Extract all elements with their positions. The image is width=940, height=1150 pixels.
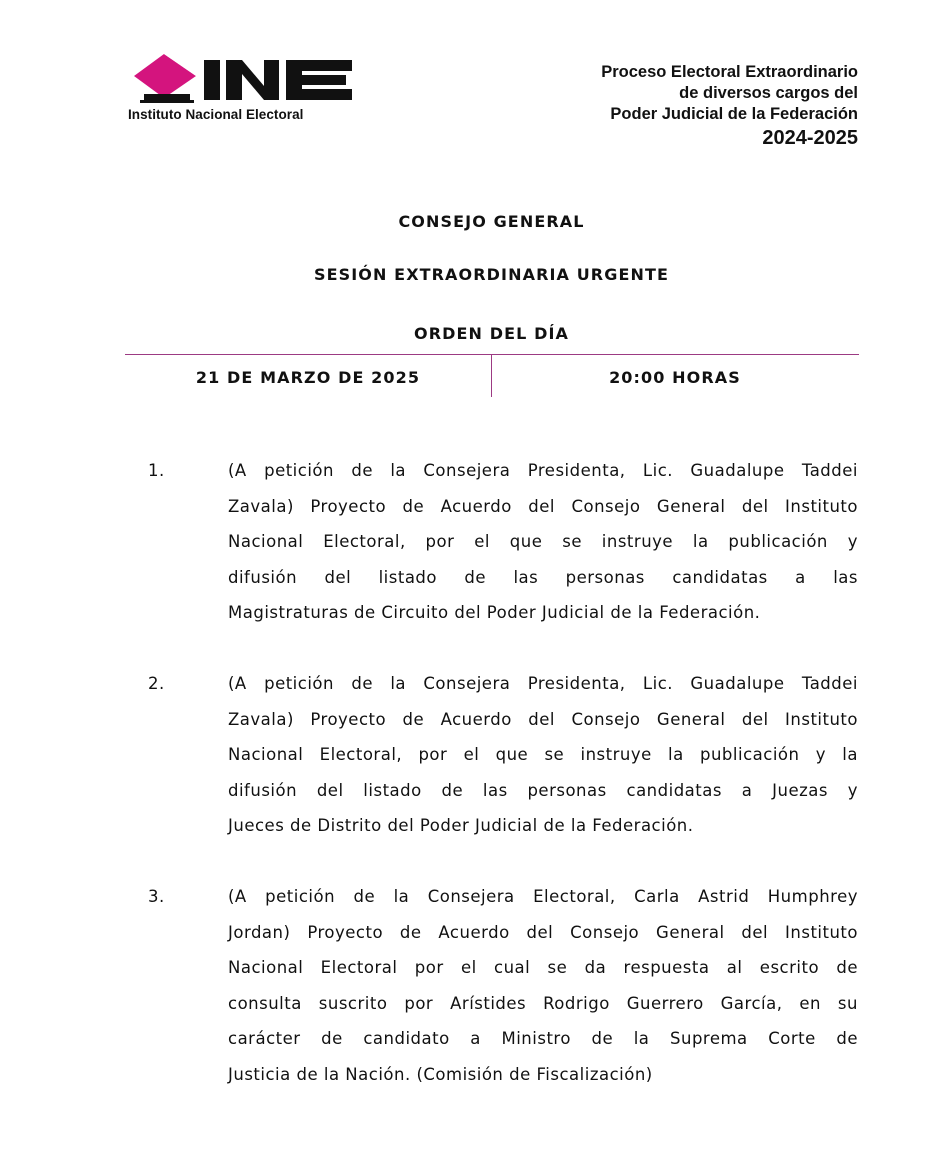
agenda-line: Nacional Electoral por el cual se da respuesta al escrito de bbox=[228, 958, 858, 977]
session-time: 20:00 HORAS bbox=[609, 368, 741, 387]
ine-diamond-icon bbox=[126, 50, 358, 106]
agenda-line: (A petición de la Consejera Presidenta, Lic. Guadalupe Taddei bbox=[228, 461, 858, 480]
agenda-item-text bbox=[228, 879, 858, 1092]
agenda-line: Nacional Electoral, por el que se instruye la publicación y la bbox=[228, 745, 858, 764]
agenda-line: Zavala) Proyecto de Acuerdo del Consejo General del Instituto bbox=[228, 496, 858, 516]
agenda-line: carácter de candidato a Ministro de la Suprema Corte de bbox=[228, 1029, 858, 1048]
agenda-line: (A petición de la Consejera Electoral, Carla Astrid Humphrey bbox=[228, 887, 858, 906]
process-header bbox=[601, 62, 858, 151]
process-header-line: de diversos cargos del bbox=[679, 84, 858, 102]
agenda-line: consulta suscrito por Arístides Rodrigo Guerrero García, en su bbox=[228, 993, 858, 1013]
process-year: 2024-2025 bbox=[762, 127, 858, 149]
ine-logo bbox=[126, 50, 358, 126]
agenda-item-text bbox=[228, 453, 858, 631]
agenda-line: Magistraturas de Circuito del Poder Judicial de la Federación. bbox=[228, 603, 761, 622]
council-title: CONSEJO GENERAL bbox=[398, 212, 585, 231]
agenda-item-number: 3. bbox=[148, 887, 165, 906]
session-title: SESIÓN EXTRAORDINARIA URGENTE bbox=[313, 265, 670, 284]
agenda-line: (A petición de la Consejera Presidenta, Lic. Guadalupe Taddei bbox=[228, 674, 858, 693]
agenda-line: difusión del listado de las personas candidatas a Juezas y bbox=[228, 780, 858, 800]
agenda-line: Zavala) Proyecto de Acuerdo del Consejo General del Instituto bbox=[228, 709, 858, 729]
agenda-line: Nacional Electoral, por el que se instruye la publicación y bbox=[228, 532, 858, 551]
agenda-line: Jueces de Distrito del Poder Judicial de la Federación. bbox=[228, 816, 694, 835]
header-divider bbox=[125, 354, 859, 355]
agenda-item-number: 1. bbox=[148, 461, 165, 480]
process-header-line: Proceso Electoral Extraordinario bbox=[601, 63, 858, 81]
process-header-line: Poder Judicial de la Federación bbox=[610, 105, 858, 123]
logo-caption: Instituto Nacional Electoral bbox=[128, 107, 304, 122]
agenda-line: difusión del listado de las personas candidatas a las bbox=[228, 567, 858, 587]
agenda-line: Jordan) Proyecto de Acuerdo del Consejo General del Instituto bbox=[228, 922, 858, 942]
session-date: 21 DE MARZO DE 2025 bbox=[195, 368, 421, 387]
agenda-title: ORDEN DEL DÍA bbox=[414, 324, 569, 343]
agenda-line: Justicia de la Nación. (Comisión de Fiscalización) bbox=[228, 1064, 653, 1084]
agenda-item-number: 2. bbox=[148, 674, 165, 693]
agenda-item-text bbox=[228, 666, 858, 844]
